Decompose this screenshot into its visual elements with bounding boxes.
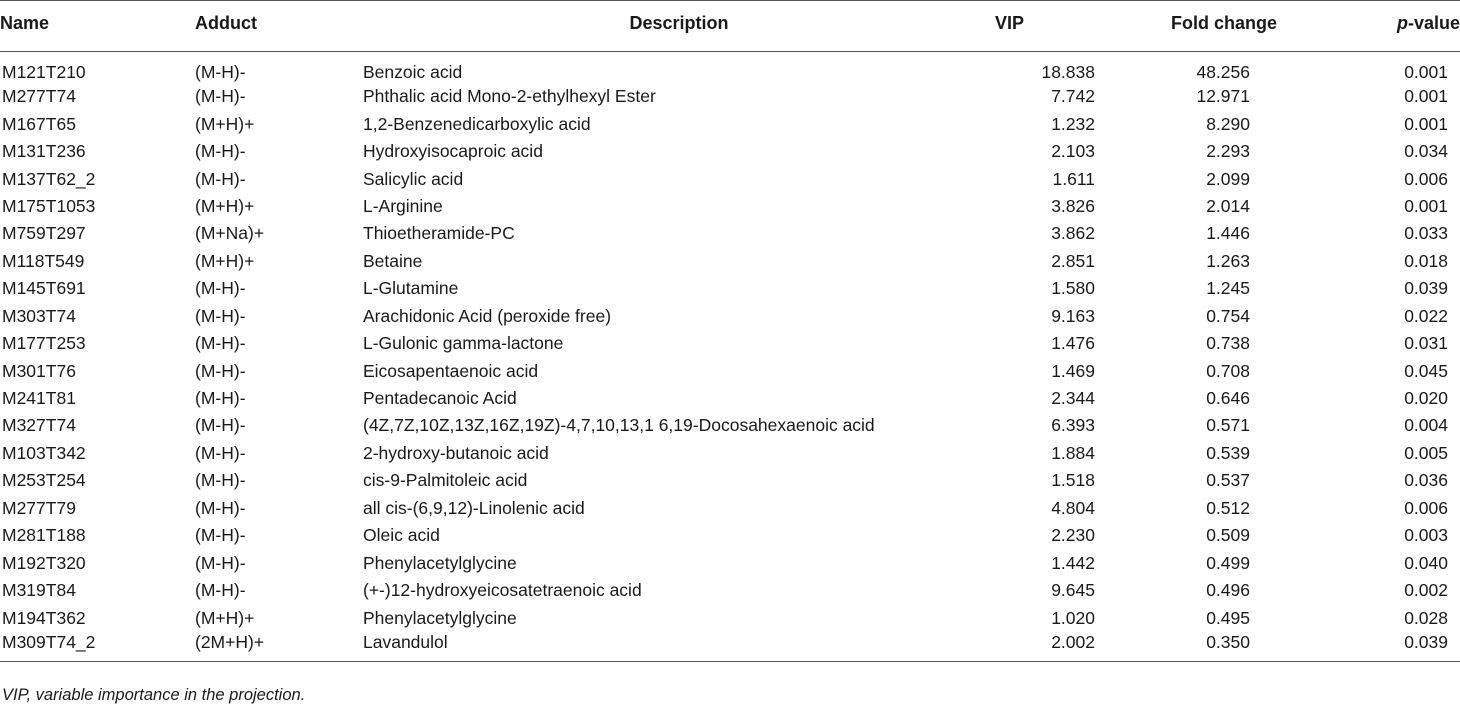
cell-name: M145T691 [2,278,86,299]
cell-vip: 1.469 [1051,360,1095,381]
cell-p-value: 0.040 [1404,552,1448,573]
cell-name: M301T76 [2,360,76,381]
cell-p-value: 0.020 [1404,388,1448,409]
table-row [0,357,1460,384]
cell-description: Oleic acid [363,525,440,546]
cell-adduct: (M-H)- [195,525,246,546]
cell-description: cis-9-Palmitoleic acid [363,470,528,491]
cell-description: L-Gulonic gamma-lactone [363,333,564,354]
cell-adduct: (M+Na)+ [195,223,265,244]
table-row [0,110,1460,137]
table-footnote: VIP, variable importance in the projection. [2,686,306,704]
cell-vip: 3.862 [1051,223,1095,244]
table-body [0,52,1460,662]
cell-name: M303T74 [2,305,76,326]
cell-name: M327T74 [2,415,76,436]
table-row [0,303,1460,330]
cell-fold-change: 2.293 [1206,141,1250,162]
cell-description: L-Arginine [363,195,443,216]
cell-vip: 1.518 [1051,470,1095,491]
cell-vip: 9.163 [1051,305,1095,326]
cell-name: M309T74_2 [2,631,96,652]
cell-adduct: (M-H)- [195,62,246,82]
header-p-value [1305,0,1460,49]
table-row [0,385,1460,412]
cell-p-value: 0.045 [1404,360,1448,381]
cell-vip: 2.344 [1051,388,1095,409]
cell-adduct: (M-H)- [195,415,246,436]
cell-name: M194T362 [2,607,86,628]
cell-fold-change: 12.971 [1196,86,1250,107]
cell-description: Salicylic acid [363,168,464,189]
cell-vip: 2.230 [1051,525,1095,546]
header-name: Name [0,0,195,49]
header-vip: VIP [995,0,1095,49]
header-p-suffix: -value [1407,12,1460,33]
cell-description: Pentadecanoic Acid [363,388,517,409]
cell-p-value: 0.001 [1404,62,1448,82]
cell-name: M281T188 [2,525,86,546]
cell-fold-change: 0.509 [1206,525,1250,546]
cell-adduct: (M-H)- [195,580,246,601]
cell-adduct: (M-H)- [195,388,246,409]
cell-vip: 1.232 [1051,113,1095,134]
table-row [0,248,1460,275]
cell-adduct: (M-H)- [195,278,246,299]
table-row [0,495,1460,522]
cell-fold-change: 0.499 [1206,552,1250,573]
cell-name: M277T74 [2,86,76,107]
cell-description: Betaine [363,250,423,271]
table-row [0,412,1460,439]
header-fold-change: Fold change [1095,0,1305,49]
cell-p-value: 0.022 [1404,305,1448,326]
cell-vip: 1.611 [1052,168,1095,189]
cell-adduct: (M-H)- [195,168,246,189]
cell-fold-change: 0.537 [1206,470,1250,491]
cell-description: Phenylacetylglycine [363,552,517,573]
cell-description: Thioetheramide-PC [363,223,515,244]
cell-adduct: (M-H)- [195,305,246,326]
table-header [0,1,1460,52]
table-row [0,467,1460,494]
cell-p-value: 0.005 [1404,442,1448,463]
cell-vip: 7.742 [1051,86,1095,107]
cell-adduct: (M-H)- [195,360,246,381]
cell-vip: 3.826 [1051,195,1095,216]
cell-name: M253T254 [2,470,86,491]
cell-fold-change: 0.539 [1206,442,1250,463]
cell-p-value: 0.003 [1404,525,1448,546]
cell-fold-change: 0.496 [1206,580,1250,601]
cell-description: L-Glutamine [363,278,459,299]
cell-vip: 1.476 [1051,333,1095,354]
cell-name: M167T65 [2,113,76,134]
table-row [0,440,1460,467]
cell-adduct: (M-H)- [195,442,246,463]
cell-name: M131T236 [2,141,86,162]
cell-p-value: 0.001 [1404,113,1448,134]
cell-adduct: (M+H)+ [195,250,255,271]
table-row [0,220,1460,247]
cell-p-value: 0.006 [1404,497,1448,518]
table-row [0,632,1460,662]
table-row [0,52,1460,84]
table-row [0,275,1460,302]
cell-description: Lavandulol [363,631,448,652]
cell-vip: 6.393 [1051,415,1095,436]
cell-description: Eicosapentaenoic acid [363,360,539,381]
cell-vip: 9.645 [1051,580,1095,601]
table-row [0,522,1460,549]
cell-fold-change: 0.571 [1206,415,1250,436]
table-row [0,330,1460,357]
cell-name: M277T79 [2,497,76,518]
cell-fold-change: 0.738 [1206,333,1250,354]
cell-adduct: (M+H)+ [195,195,255,216]
cell-name: M175T1053 [2,195,96,216]
cell-description: Phthalic acid Mono-2-ethylhexyl Ester [363,86,656,107]
cell-p-value: 0.039 [1404,631,1448,652]
cell-p-value: 0.001 [1404,195,1448,216]
cell-vip: 2.103 [1051,141,1095,162]
cell-description: all cis-(6,9,12)-Linolenic acid [363,497,585,518]
cell-name: M121T210 [2,62,86,82]
cell-p-value: 0.033 [1404,223,1448,244]
cell-adduct: (2M+H)+ [195,631,265,652]
cell-description: 1,2-Benzenedicarboxylic acid [363,113,591,134]
cell-vip: 1.884 [1051,442,1095,463]
cell-vip: 4.804 [1051,497,1095,518]
cell-name: M192T320 [2,552,86,573]
cell-p-value: 0.036 [1404,470,1448,491]
table-row [0,138,1460,165]
header-adduct: Adduct [195,0,363,49]
cell-adduct: (M-H)- [195,497,246,518]
cell-adduct: (M+H)+ [195,113,255,134]
cell-vip: 2.851 [1051,250,1095,271]
cell-name: M241T81 [2,388,76,409]
cell-p-value: 0.002 [1404,580,1448,601]
cell-description: Phenylacetylglycine [363,607,517,628]
cell-vip: 2.002 [1051,631,1095,652]
header-row [0,1,1460,52]
table-row [0,165,1460,192]
cell-name: M137T62_2 [2,168,96,189]
cell-p-value: 0.001 [1404,86,1448,107]
cell-adduct: (M-H)- [195,86,246,107]
cell-fold-change: 0.350 [1206,631,1250,652]
cell-description: (+-)12-hydroxyeicosatetraenoic acid [363,580,642,601]
cell-description: (4Z,7Z,10Z,13Z,16Z,19Z)-4,7,10,13,1 6,19-Docosahexaenoic acid [363,415,875,436]
cell-fold-change: 48.256 [1196,62,1250,82]
cell-vip: 18.838 [1041,62,1095,82]
table-row [0,604,1460,631]
cell-fold-change: 0.708 [1206,360,1250,381]
cell-description: 2-hydroxy-butanoic acid [363,442,549,463]
cell-p-value: 0.031 [1404,333,1448,354]
cell-vip: 1.442 [1051,552,1095,573]
cell-fold-change: 0.512 [1206,497,1250,518]
cell-name: M118T549 [2,250,85,271]
cell-adduct: (M-H)- [195,333,246,354]
cell-fold-change: 8.290 [1206,113,1250,134]
cell-p-value: 0.018 [1404,250,1448,271]
cell-description: Arachidonic Acid (peroxide free) [363,305,612,326]
table-row [0,549,1460,576]
cell-name: M177T253 [2,333,86,354]
cell-adduct: (M-H)- [195,141,246,162]
cell-adduct: (M-H)- [195,552,246,573]
header-description: Description [363,0,995,49]
cell-description: Hydroxyisocaproic acid [363,141,543,162]
cell-fold-change: 0.495 [1206,607,1250,628]
cell-fold-change: 1.446 [1206,223,1250,244]
cell-fold-change: 0.754 [1206,305,1250,326]
cell-p-value: 0.006 [1404,168,1448,189]
cell-description: Benzoic acid [363,62,463,82]
cell-fold-change: 2.099 [1206,168,1250,189]
header-p-italic: p [1396,12,1408,33]
cell-vip: 1.580 [1051,278,1095,299]
table-row [0,193,1460,220]
table-row [0,83,1460,110]
cell-p-value: 0.039 [1404,278,1448,299]
cell-p-value: 0.028 [1404,607,1448,628]
cell-adduct: (M-H)- [195,470,246,491]
cell-p-value: 0.004 [1404,415,1448,436]
cell-name: M759T297 [2,223,86,244]
cell-fold-change: 1.245 [1206,278,1250,299]
table-row [0,577,1460,604]
cell-name: M103T342 [2,442,86,463]
cell-fold-change: 2.014 [1206,195,1250,216]
cell-p-value: 0.034 [1404,141,1448,162]
cell-adduct: (M+H)+ [195,607,255,628]
cell-fold-change: 1.263 [1206,250,1250,271]
cell-vip: 1.020 [1051,607,1095,628]
cell-name: M319T84 [2,580,76,601]
cell-fold-change: 0.646 [1206,388,1250,409]
